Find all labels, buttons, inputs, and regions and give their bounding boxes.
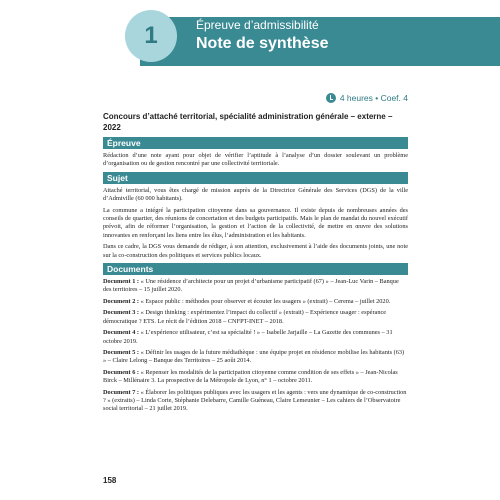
header-title: Note de synthèse bbox=[196, 35, 329, 52]
list-item bbox=[103, 278, 408, 295]
concours-title: Concours d’attaché territorial, spécialité administration générale – externe – 2022 bbox=[103, 112, 393, 132]
document-label: Document 2 : bbox=[103, 297, 140, 305]
list-item bbox=[103, 298, 408, 306]
documents-list bbox=[103, 278, 408, 414]
header-supertitle: Épreuve d’admissibilité bbox=[196, 18, 319, 32]
list-item bbox=[103, 329, 408, 346]
document-label: Document 7 : bbox=[103, 388, 140, 396]
document-text: « Définir les usages de la future médiathèque : une équipe projet en résidence mobilise les habitants (63) » – Claire Lelong – Banque des Territoires – 25 août 2014. bbox=[103, 348, 405, 365]
document-text: « Repenser les modalités de la participation citoyenne comme condition de ses effets » – Jean-Nicolas Birck – Millénaire 3. La prospective de la Métropole de Lyon, n° 1 – octobre 2011. bbox=[103, 368, 398, 385]
sujet-paragraph-2: La commune a intégré la participation citoyenne dans sa gouvernance. Il existe depuis de nombreuses années des conseils de quartier, des réunions de concertation et des budgets participatifs. Mais le plan de mandat du nouvel exécutif prévoit, afin de réformer l’organisation, la gestion et l’action de la collectivité, de mettre en œuvre des solutions innovantes en renforçant les liens entre les élus, l’administration et les habitants. bbox=[103, 206, 408, 239]
page-number: 158 bbox=[103, 476, 117, 485]
duration-label: 4 heures • Coef. 4 bbox=[339, 93, 408, 103]
list-item bbox=[103, 349, 408, 366]
epreuve-text: Rédaction d’une note ayant pour objet de vérifier l’aptitude à l’analyse d’un dossier soulevant un problème d’organisation ou de gestion rencontré par une collectivité territoriale. bbox=[103, 152, 408, 168]
document-text: « Espace public : méthodes pour observer et écouter les usagers » (extrait) – Cerema – juillet 2020. bbox=[140, 297, 391, 305]
section-heading-sujet: Sujet bbox=[103, 172, 408, 184]
section-heading-documents: Documents bbox=[103, 263, 408, 275]
document-text: « L’expérience utilisateur, c’est sa spécialité ! » – Isabelle Jarjaille – La Gazette des communes – 31 octobre 2019. bbox=[103, 329, 393, 345]
section-heading-epreuve: Épreuve bbox=[103, 137, 408, 149]
main-content bbox=[103, 111, 408, 417]
list-item bbox=[103, 369, 408, 386]
list-item bbox=[103, 389, 408, 414]
header-text bbox=[196, 18, 328, 55]
sujet-paragraph-1: Attaché territorial, vous êtes chargé de mission auprès de la Directrice Générale des Services (DGS) de la ville d’Admiville (60 000 habitants). bbox=[103, 186, 408, 203]
document-label: Document 1 : bbox=[103, 278, 140, 286]
page-header bbox=[0, 0, 500, 75]
sujet-paragraph-3: Dans ce cadre, la DGS vous demande de rédiger, à son attention, exclusivement à l’aide des documents joints, une note sur la co-construction des politiques et services publics locaux. bbox=[103, 243, 408, 259]
list-item bbox=[103, 309, 408, 326]
document-label: Document 6 : bbox=[103, 368, 140, 376]
document-text: « Une résidence d’architecte pour un projet d’urbanisme participatif (67) » – Jean-Luc Varin – Banque des territoires – 15 juillet 2020. bbox=[103, 278, 399, 294]
exam-duration-meta bbox=[326, 93, 408, 103]
chapter-number-badge: 1 bbox=[125, 10, 177, 62]
document-text: « Design thinking : expérimentez l’impact du collectif » (extrait) – Expérience usager : espérance démocratique ? ETS. Le récit de l’édition 2018 – CNFPT-INET – 2018. bbox=[103, 309, 387, 325]
document-text: « Élaborer les politiques publiques avec les usagers et les agents : vers une dynamique de co-construction ? » (extraits) – Linda Corte, Stéphanie Delebarre, Camille Guéneau, Claire Lemeunier – Les cahiers de l’Observatoire social territorial – 21 juillet 2019. bbox=[103, 388, 407, 413]
document-label: Document 4 : bbox=[103, 329, 140, 337]
document-label: Document 3 : bbox=[103, 309, 140, 317]
document-label: Document 5 : bbox=[103, 348, 140, 356]
clock-icon bbox=[326, 93, 336, 103]
